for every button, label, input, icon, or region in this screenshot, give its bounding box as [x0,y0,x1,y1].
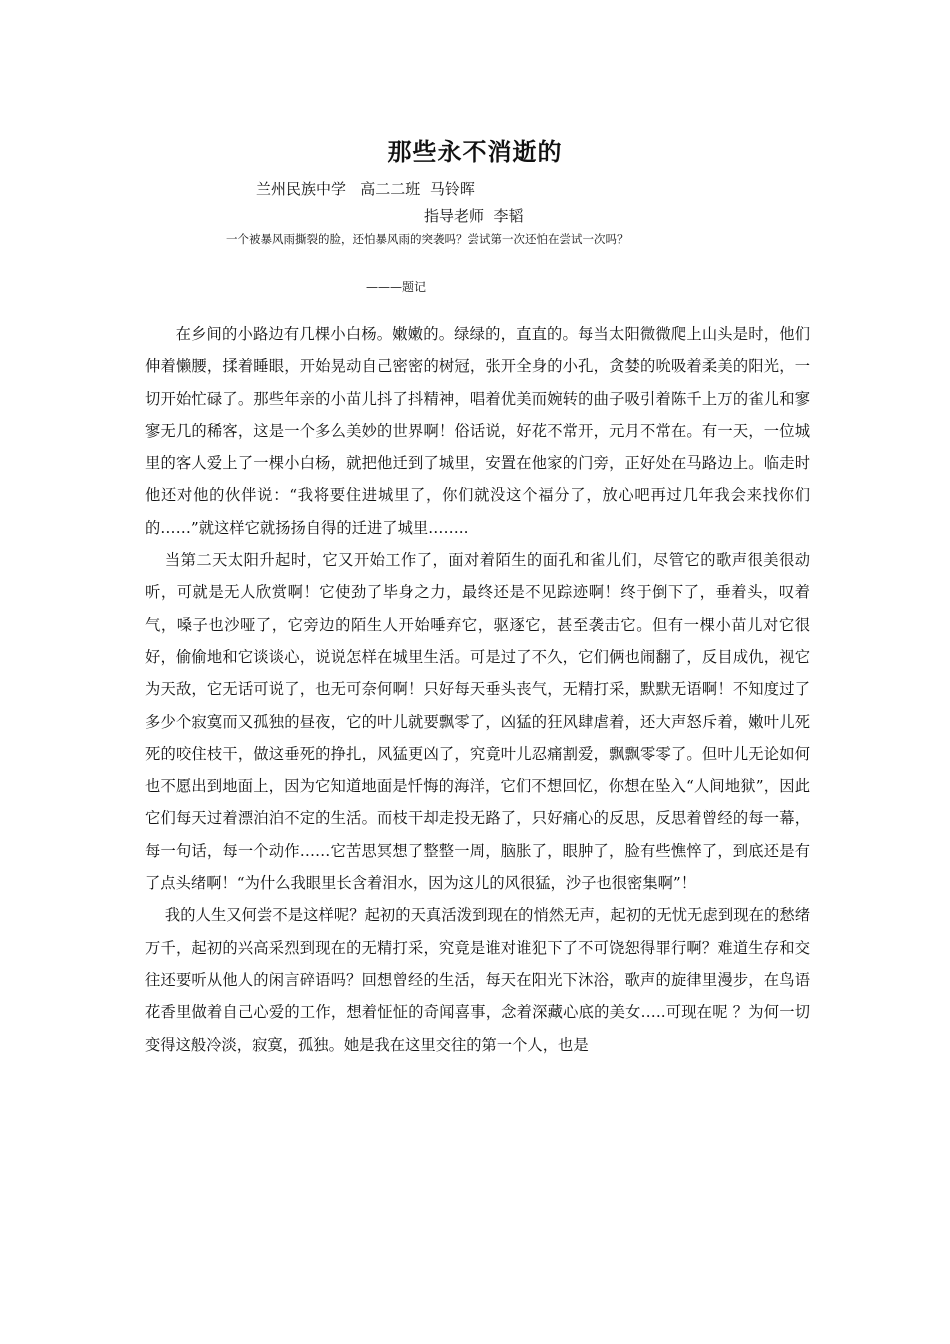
body-text [145,318,810,1061]
author-line: 兰州民族中学 高二二班 马铃晖 [256,180,475,198]
paragraph: 在乡间的小路边有几棵小白杨。嫩嫩的。绿绿的，直直的。每当太阳微微爬上山头是时，他们伸着懒腰，揉着睡眼，开始晃动自己密密的树冠，张开全身的小孔，贪婪的吮吸着柔美的阳光，一切开始忙碌了。那些年亲的小苗儿抖了抖精神，唱着优美而婉转的曲子吸引着陈千上万的雀儿和寥寥无几的稀客，这是一个多么美妙的世界啊！俗话说，好花不常开，元月不常在。有一天，一位城里的客人爱上了一棵小白杨，就把他迁到了城里，安置在他家的门旁，正好处在马路边上。临走时他还对他的伙伴说：“我将要住进城里了，你们就没这个福分了，放心吧再过几年我会来找你们的……”就这样它就扬扬自得的迁进了城里…….. [145,325,810,537]
epigraph-attribution: ———题记 [366,280,427,294]
document-title: 那些永不消逝的 [387,138,563,166]
paragraph: 当第二天太阳升起时，它又开始工作了，面对着陌生的面孔和雀儿们，尽管它的歌声很美很动听，可就是无人欣赏啊！它使劲了毕身之力，最终还是不见踪迹啊！终于倒下了，垂着头，叹着气，嗓子也沙哑了，它旁边的陌生人开始唾弃它，驱逐它，甚至袭击它。但有一棵小苗儿对它很好，偷偷地和它谈谈心，说说怎样在城里生活。可是过了不久，它们俩也闹翻了，反目成仇，视它为天敌，它无话可说了，也无可奈何啊！只好每天垂头丧气，无精打采，默默无语啊！不知度过了多少个寂寞而又孤独的昼夜，它的叶儿就要飘零了，凶猛的狂风肆虐着，还大声怒斥着，嫩叶儿死死的咬住枝干，做这垂死的挣扎，风猛更凶了，究竟叶儿忍痛割爱，飘飘零零了。但叶儿无论如何也不愿出到地面上，因为它知道地面是忏悔的海洋，它们不想回忆，你想在坠入“人间地狱”，因此它们每天过着漂泊泊不定的生活。而枝干却走投无路了，只好痛心的反思，反思着曾经的每一幕，每一句话，每一个动作……它苦思冥想了整整一周，脑胀了，眼肿了，脸有些憔悴了，到底还是有了点头绪啊！“为什么我眼里长含着泪水，因为这儿的风很猛，沙子也很密集啊”！ [145,551,810,893]
paragraph: 我的人生又何尝不是这样呢？起初的天真活泼到现在的悄然无声，起初的无忧无虑到现在的愁绪万千，起初的兴高采烈到现在的无精打采，究竟是谁对谁犯下了不可饶恕得罪行啊？难道生存和交往还要听从他人的闲言碎语吗？回想曾经的生活，每天在阳光下沐浴，歌声的旋律里漫步，在鸟语花香里做着自己心爱的工作，想着怔怔的奇闻喜事，念着深藏心底的美女…..可现在呢 ？为何一切变得这般冷淡，寂寞，孤独。她是我在这里交往的第一个人，也是 [145,906,810,1054]
advisor-line: 指导老师 李韬 [424,207,524,225]
epigraph: 一个被暴风雨撕裂的脸，还怕暴风雨的突袭吗？尝试第一次还怕在尝试一次吗？ [226,232,629,246]
